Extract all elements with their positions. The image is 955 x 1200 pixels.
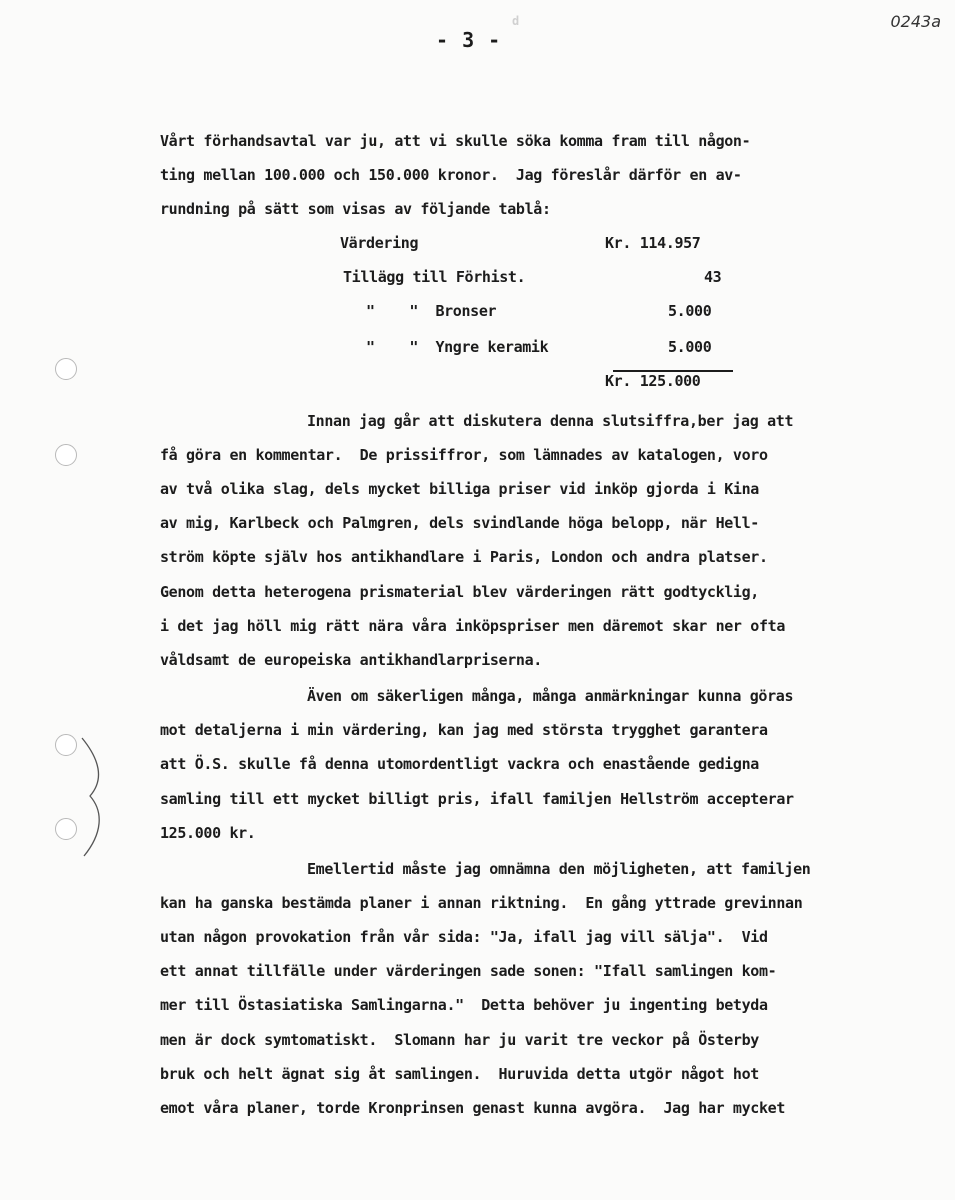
text-line: av mig, Karlbeck och Palmgren, dels svindlande höga belopp, när Hell-	[160, 514, 759, 532]
page-number: - 3 -	[436, 28, 502, 52]
text-line: i det jag höll mig rätt nära våra inköpspriser men däremot skar ner ofta	[160, 617, 786, 635]
text-line: ström köpte själv hos antikhandlare i Paris, London och andra platser.	[160, 548, 768, 566]
text-line: rundning på sätt som visas av följande tablå:	[160, 200, 551, 218]
text-line: bruk och helt ägnat sig åt samlingen. Huruvida detta utgör något hot	[160, 1065, 759, 1083]
text-line: ting mellan 100.000 och 150.000 kronor. Jag föreslår därför en av-	[160, 166, 742, 184]
table-value: 5.000	[668, 302, 712, 320]
text-line: Genom detta heterogena prismaterial blev värderingen rätt godtycklig,	[160, 583, 759, 601]
text-line: av två olika slag, dels mycket billiga priser vid inköp gjorda i Kina	[160, 480, 759, 498]
table-label: " " Yngre keramik	[366, 338, 549, 356]
text-line: att Ö.S. skulle få denna utomordentligt vackra och enastående gedigna	[160, 755, 759, 773]
table-value: 43	[704, 268, 722, 286]
text-line: Emellertid måste jag omnämna den möjligheten, att familjen	[307, 860, 811, 878]
table-label: Tillägg till Förhist.	[343, 268, 526, 286]
text-line: emot våra planer, torde Kronprinsen genast kunna avgöra. Jag har mycket	[160, 1099, 786, 1117]
pencil-bracket-mark	[60, 730, 110, 860]
text-line: få göra en kommentar. De prissiffror, som lämnades av katalogen, voro	[160, 446, 768, 464]
text-line: mot detaljerna i min värdering, kan jag med största trygghet garantera	[160, 721, 768, 739]
archive-number: 0243a	[890, 12, 941, 31]
text-line: samling till ett mycket billigt pris, ifall familjen Hellström accepterar	[160, 790, 794, 808]
text-line: 125.000 kr.	[160, 824, 256, 842]
punch-hole	[55, 444, 77, 466]
table-label: Värdering	[340, 234, 419, 252]
faint-mark: d	[512, 14, 520, 28]
text-line: utan någon provokation från vår sida: "Ja, ifall jag vill sälja". Vid	[160, 928, 768, 946]
text-line: kan ha ganska bestämda planer i annan riktning. En gång yttrade grevinnan	[160, 894, 803, 912]
text-line: ett annat tillfälle under värderingen sade sonen: "Ifall samlingen kom-	[160, 962, 777, 980]
text-line: men är dock symtomatiskt. Slomann har ju varit tre veckor på Österby	[160, 1031, 759, 1049]
text-line: Innan jag går att diskutera denna slutsiffra,ber jag att	[307, 412, 794, 430]
table-value: 5.000	[668, 338, 712, 356]
table-label: " " Bronser	[366, 302, 497, 320]
text-line: Vårt förhandsavtal var ju, att vi skulle söka komma fram till någon-	[160, 132, 751, 150]
table-total: Kr. 125.000	[605, 372, 701, 390]
table-value: Kr. 114.957	[605, 234, 701, 252]
punch-hole	[55, 358, 77, 380]
text-line: Även om säkerligen många, många anmärkningar kunna göras	[307, 687, 794, 705]
text-line: mer till Östasiatiska Samlingarna." Detta behöver ju ingenting betyda	[160, 996, 768, 1014]
text-line: våldsamt de europeiska antikhandlarpriserna.	[160, 651, 542, 669]
